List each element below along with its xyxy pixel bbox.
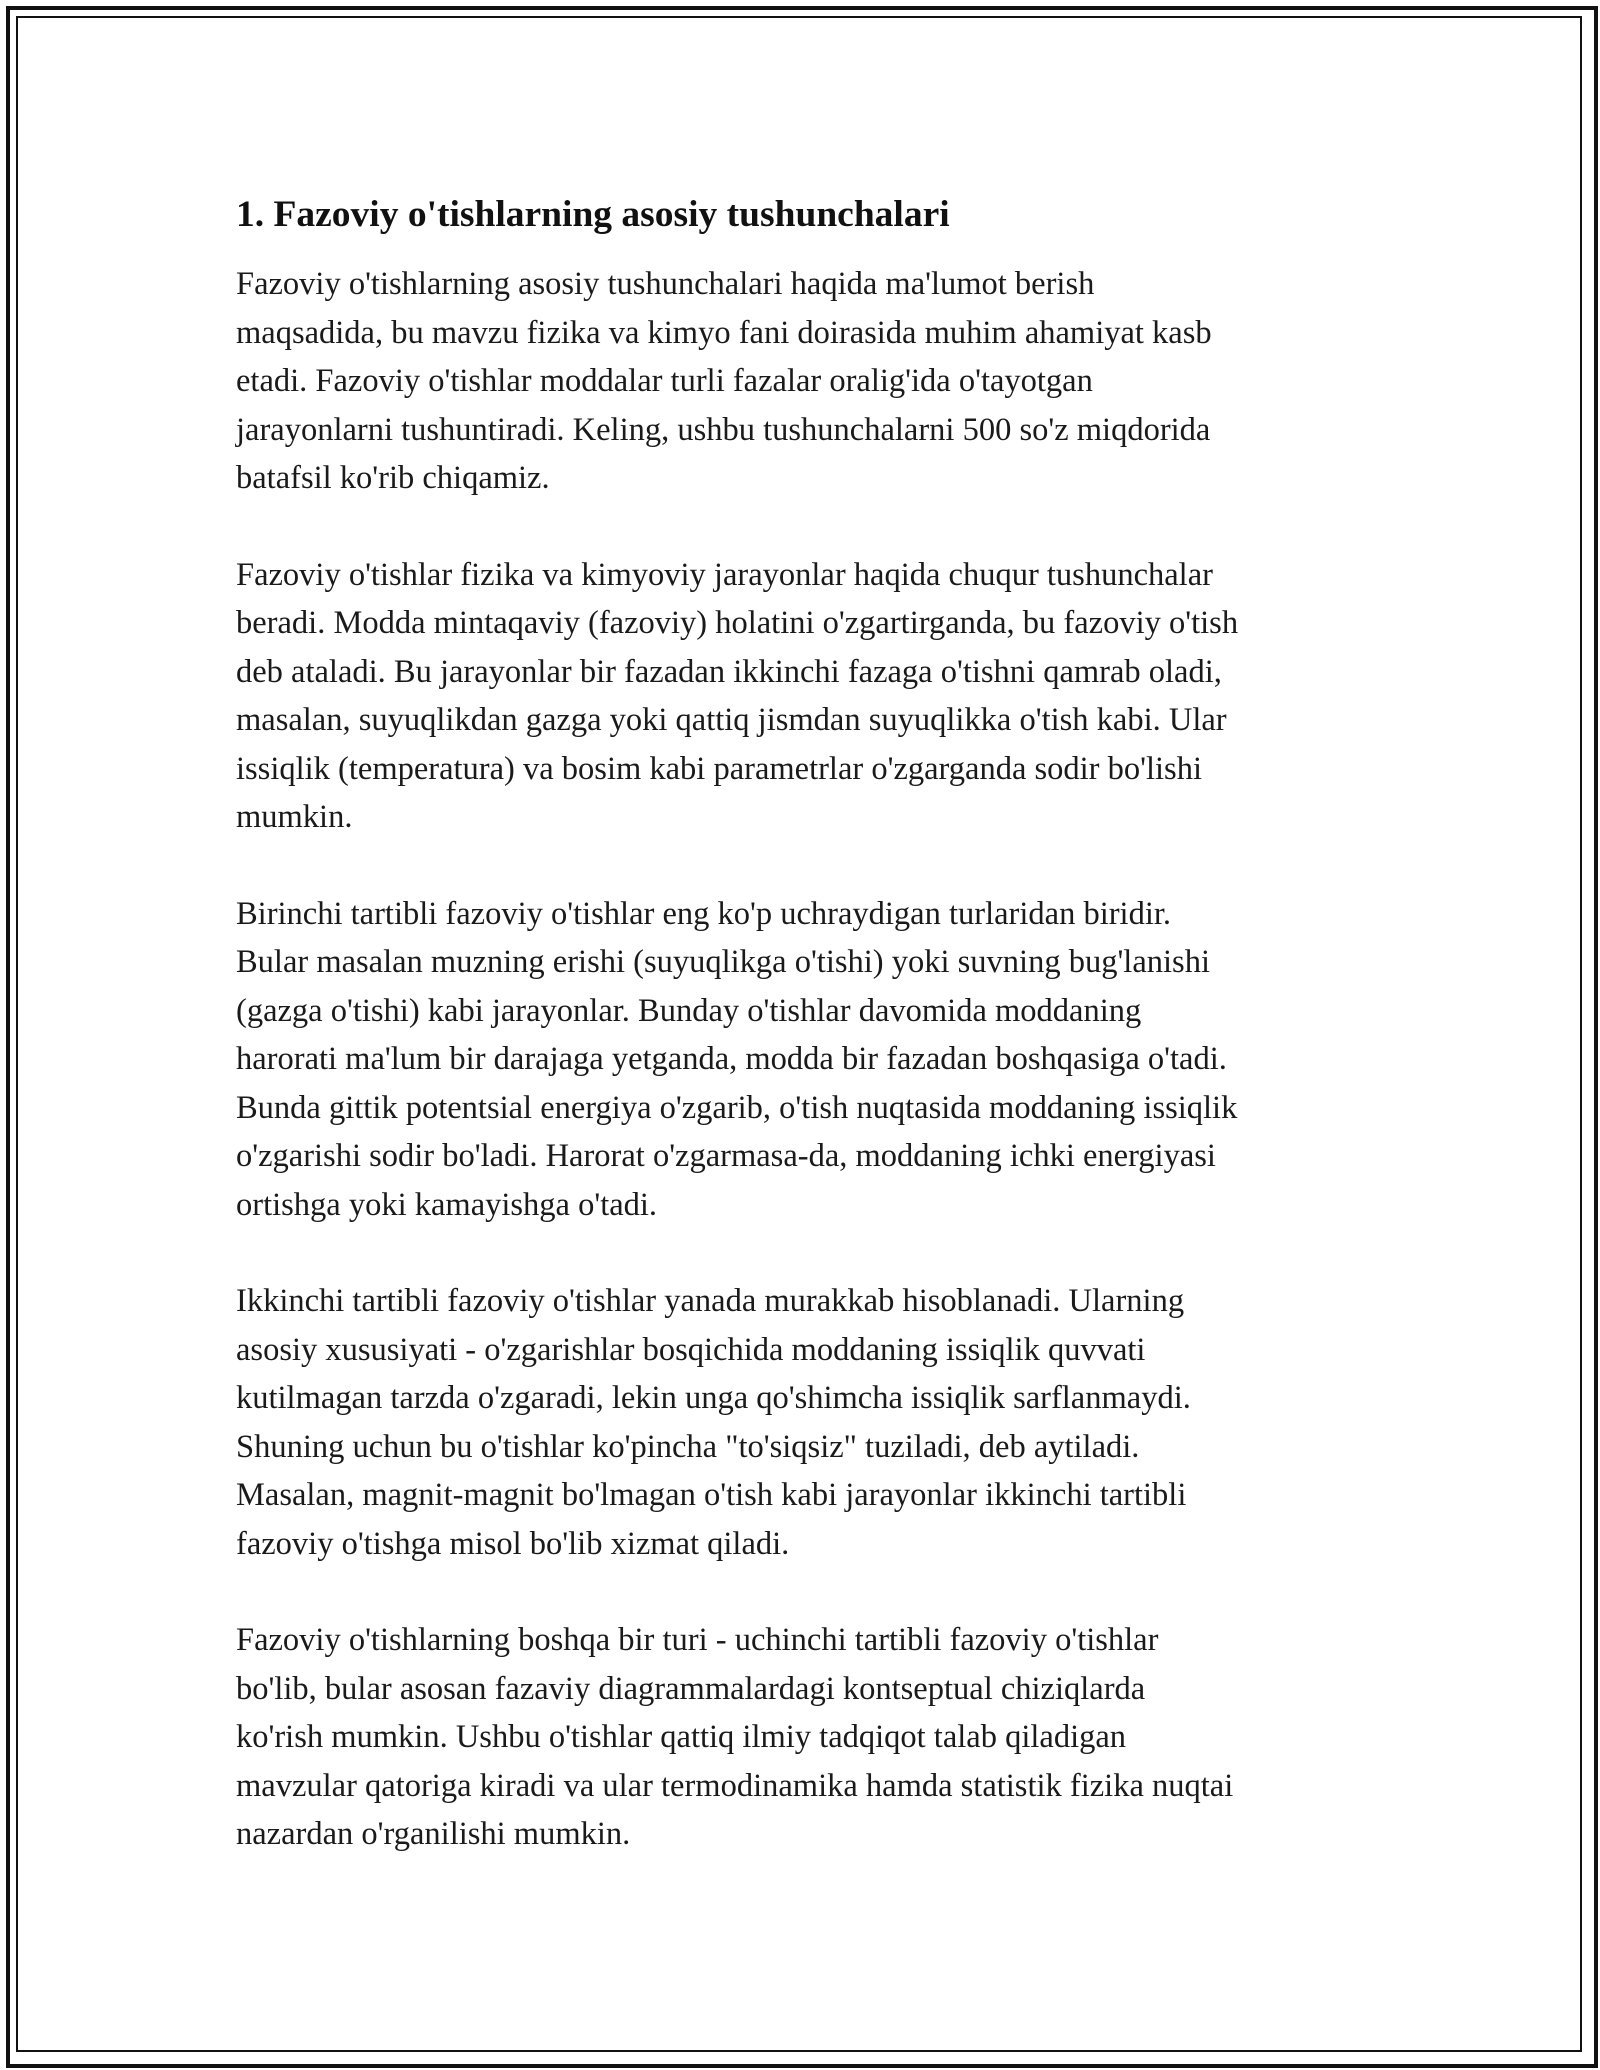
paragraph-2: Fazoviy o'tishlar fizika va kimyoviy jarayonlar haqida chuqur tushunchalar beradi. Modda mintaqaviy (fazoviy) holatini o'zgartirganda, bu fazoviy o'tish deb ataladi. Bu jarayonlar bir fazadan ikkinchi fazaga o'tishni qamrab oladi, masalan, suyuqlikdan gazga yoki qattiq jismdan suyuqlikka o'tish kabi. Ular issiqlik (temperatura) va bosim kabi parametrlar o'zgarganda sodir bo'lishi mumkin. — [236, 556, 1239, 835]
paragraph-4: Ikkinchi tartibli fazoviy o'tishlar yanada murakkab hisoblanadi. Ularning asosiy xususiyati - o'zgarishlar bosqichida moddaning issiqlik quvvati kutilmagan tarzda o'zgaradi, lekin unga qo'shimcha issiqlik sarflanmaydi. Shuning uchun bu o'tishlar ko'pincha "to'siqsiz" tuziladi, deb aytiladi. Masalan, magnit-magnit bo'lmagan o'tish kabi jarayonlar ikkinchi tartibli fazoviy o'tishga misol bo'lib xizmat qiladi. — [236, 1283, 1191, 1562]
paragraph-1: Fazoviy o'tishlarning asosiy tushunchalari haqida ma'lumot berish maqsadida, bu mavzu fizika va kimyo fani doirasida muhim ahamiyat kasb etadi. Fazoviy o'tishlar moddalar turli fazalar oralig'ida o'tayotgan jarayonlarni tushuntiradi. Keling, ushbu tushunchalarni 500 so'z miqdorida batafsil ko'rib chiqamiz. — [236, 266, 1212, 496]
section-heading: 1. Fazoviy o'tishlarning asosiy tushunchalari — [236, 194, 950, 235]
paragraph-3: Birinchi tartibli fazoviy o'tishlar eng ko'p uchraydigan turlaridan biridir. Bular masalan muzning erishi (suyuqlikga o'tishi) yoki suvning bug'lanishi (gazga o'tishi) kabi jarayonlar. Bunday o'tishlar davomida moddaning harorati ma'lum bir darajaga yetganda, modda bir fazadan boshqasiga o'tadi. Bunda gittik potentsial energiya o'zgarib, o'tish nuqtasida moddaning issiqlik o'zgarishi sodir bo'ladi. Harorat o'zgarmasa-da, moddaning ichki energiyasi ortishga yoki kamayishga o'tadi. — [236, 895, 1238, 1223]
paragraph-5: Fazoviy o'tishlarning boshqa bir turi - uchinchi tartibli fazoviy o'tishlar bo'lib, bular asosan fazaviy diagrammalardagi kontseptual chiziqlarda ko'rish mumkin. Ushbu o'tishlar qattiq ilmiy tadqiqot talab qiladigan mavzular qatoriga kiradi va ular termodinamika hamda statistik fizika nuqtai nazardan o'rganilishi mumkin. — [236, 1622, 1234, 1852]
document-body — [236, 190, 1376, 1907]
